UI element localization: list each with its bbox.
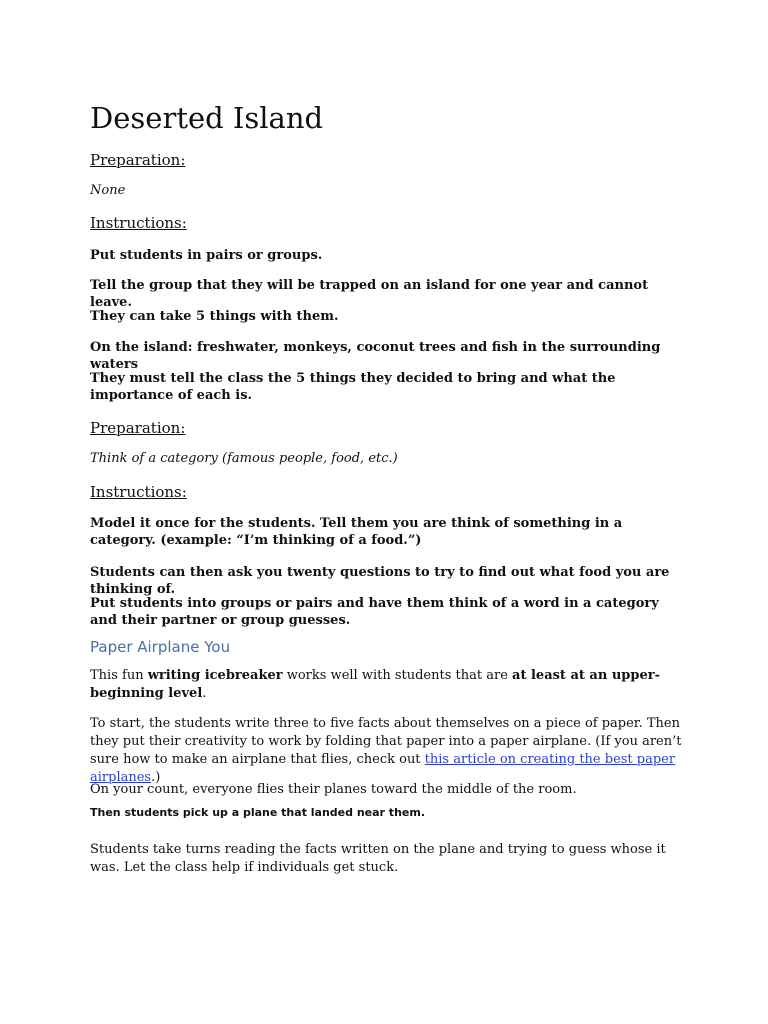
text-run: .) — [151, 770, 161, 785]
text-run: To start, the students write three to five facts about themselves on a piece of paper. Then they put their creativity to work by folding that paper into a paper airplane. (If you aren’t sure how to make an airplane that flies, check out — [90, 716, 682, 767]
preparation-heading-2: Preparation: — [90, 419, 186, 437]
preparation-text-2: Think of a category (famous people, food, etc.) — [90, 451, 398, 466]
paragraph-pick-up: Then students pick up a plane that landed near them. — [90, 806, 426, 819]
instruction-step: Put students into groups or pairs and have them think of a word in a category and their partner or group guesses. — [90, 596, 659, 628]
instruction-step: Model it once for the students. Tell them you are think of something in a category. (example: “I’m thinking of a food.”) — [90, 516, 623, 548]
document-title: Deserted Island — [90, 101, 324, 135]
paper-airplanes-article-link[interactable]: this article on creating the best paper airplanes — [90, 752, 676, 785]
text-run-bold: at least at an upper-beginning level — [90, 668, 660, 701]
text-run: . — [202, 686, 207, 701]
instruction-step: Tell the group that they will be trapped on an island for one year and cannot leave. — [90, 278, 649, 310]
preparation-text-1: None — [90, 183, 126, 198]
paragraph-start — [90, 715, 690, 787]
paragraph-intro — [90, 667, 690, 703]
instruction-step: On the island: freshwater, monkeys, coconut trees and fish in the surrounding waters — [90, 340, 661, 372]
instruction-step: They must tell the class the 5 things they decided to bring and what the importance of each is. — [90, 371, 616, 403]
instruction-step: Put students in pairs or groups. — [90, 248, 323, 263]
instruction-step: They can take 5 things with them. — [90, 309, 339, 324]
text-run-bold: writing icebreaker — [147, 668, 283, 683]
paragraph-take-turns: Students take turns reading the facts written on the plane and trying to guess whose it was. Let the class help if individuals get stuck. — [90, 842, 666, 875]
preparation-heading-1: Preparation: — [90, 151, 186, 169]
text-run: This fun — [90, 668, 148, 683]
instruction-step: Students can then ask you twenty questions to try to find out what food you are thinking of. — [90, 565, 670, 597]
section-heading-paper-airplane: Paper Airplane You — [90, 638, 231, 656]
instructions-heading-2: Instructions: — [90, 483, 187, 501]
paragraph-count: On your count, everyone flies their planes toward the middle of the room. — [90, 782, 577, 797]
instructions-heading-1: Instructions: — [90, 214, 187, 232]
text-run: works well with students that are — [282, 668, 513, 683]
